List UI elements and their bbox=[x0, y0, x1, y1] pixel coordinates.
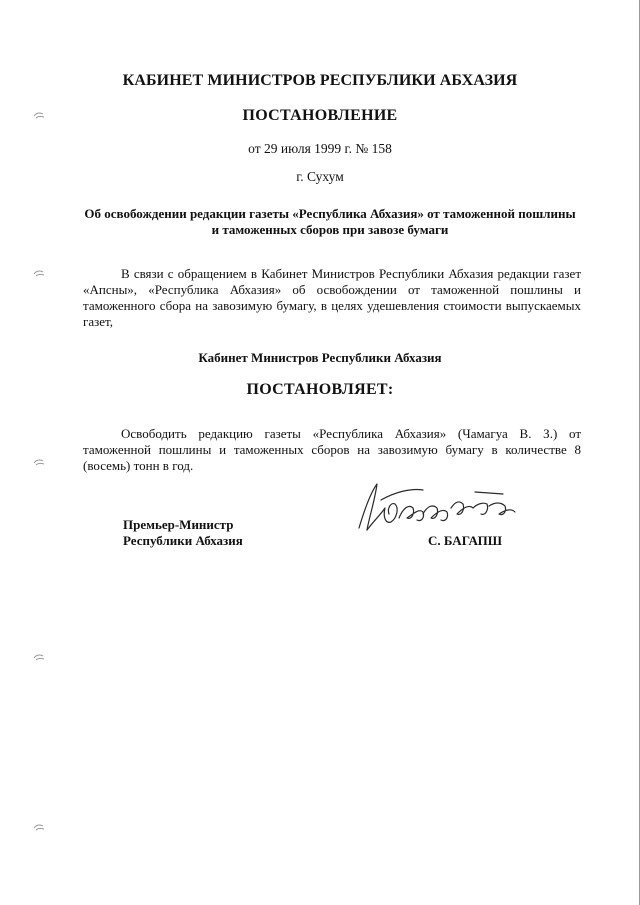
signer-title-line-1: Премьер-Министр bbox=[123, 517, 234, 532]
preamble-text: В связи с обращением в Кабинет Министров Республики Абхазия редакции газет «Апсны», «Республика Абхазия» об освобождении от таможенной пошлины и таможенного сбора на завозимую бумагу, в целях удешевления стоимости выпускаемых газет, bbox=[83, 266, 581, 329]
punch-hole-mark-icon bbox=[32, 457, 46, 467]
date-and-number: от 29 июля 1999 г. № 158 bbox=[248, 141, 392, 156]
punch-hole-mark-icon bbox=[32, 268, 46, 278]
punch-hole-mark-icon bbox=[32, 822, 46, 832]
document-type: ПОСТАНОВЛЕНИЕ bbox=[242, 107, 398, 124]
subject-line-2: и таможенных сборов при завозе бумаги bbox=[211, 222, 449, 237]
punch-hole-mark-icon bbox=[32, 110, 46, 120]
city: г. Сухум bbox=[296, 169, 344, 184]
preamble-paragraph bbox=[83, 266, 581, 330]
signer-title-line-2: Республики Абхазия bbox=[123, 533, 243, 548]
organization-title: КАБИНЕТ МИНИСТРОВ РЕСПУБЛИКИ АБХАЗИЯ bbox=[122, 72, 518, 89]
subject-line-1: Об освобождении редакции газеты «Республика Абхазия» от таможенной пошлины bbox=[84, 206, 576, 221]
decree-word: ПОСТАНОВЛЯЕТ: bbox=[246, 381, 394, 398]
operative-text: Освободить редакцию газеты «Республика Абхазия» (Чамагуа В. З.) от таможенной пошлины и таможенных сборов на завозимую бумагу в количестве 8 (восемь) тонн в год. bbox=[83, 426, 581, 473]
handwritten-signature bbox=[355, 478, 525, 538]
operative-paragraph bbox=[83, 426, 581, 474]
signer-name: С. БАГАПШ bbox=[428, 533, 503, 548]
punch-hole-mark-icon bbox=[32, 652, 46, 662]
cabinet-line: Кабинет Министров Республики Абхазия bbox=[198, 350, 442, 365]
signer-title bbox=[123, 517, 243, 549]
document-subject bbox=[60, 206, 600, 238]
